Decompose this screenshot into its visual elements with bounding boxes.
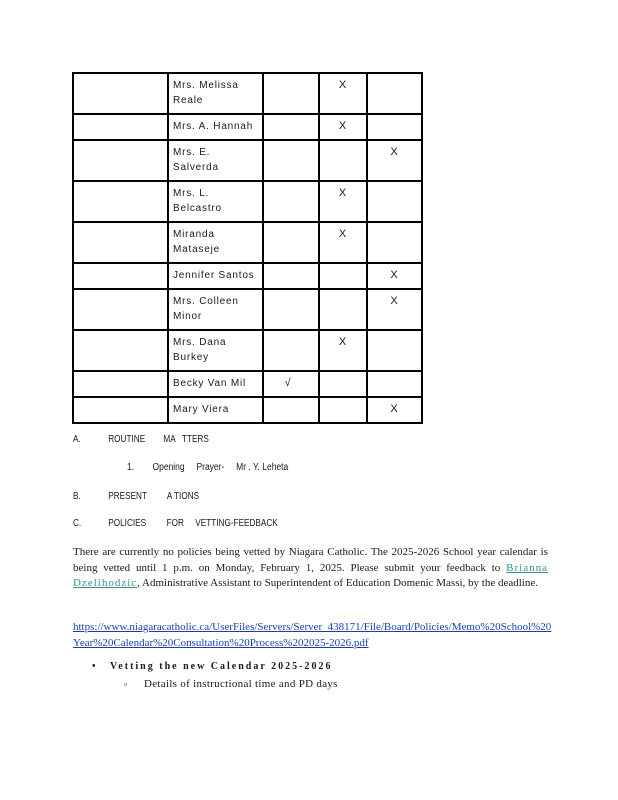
member-name-line: Minor bbox=[173, 311, 203, 322]
bullet-square-icon: ▫ bbox=[124, 679, 128, 689]
attendance-row bbox=[73, 222, 422, 263]
attendance-mark-cell bbox=[367, 73, 422, 114]
attendance-mark: X bbox=[338, 336, 348, 348]
empty-cell bbox=[73, 330, 168, 371]
section-c-title: POLICIES FOR VETTING-FEEDBACK bbox=[108, 518, 278, 529]
member-name-line: Belcastro bbox=[173, 203, 222, 214]
member-name-line: Mrs. E. bbox=[173, 147, 211, 158]
attendance-mark-cell bbox=[263, 114, 319, 140]
item-number: 1. bbox=[127, 462, 135, 473]
sub-bullet-text: Details of instructional time and PD days bbox=[144, 678, 338, 690]
bullet-instructional-time bbox=[124, 678, 338, 690]
attendance-mark-cell bbox=[319, 73, 367, 114]
member-name-line: Mary Viera bbox=[173, 404, 230, 415]
calendar-memo-url bbox=[73, 619, 553, 651]
bullet-dot-icon: • bbox=[92, 661, 96, 672]
attendance-mark-cell bbox=[319, 222, 367, 263]
member-name-cell bbox=[168, 114, 263, 140]
attendance-mark-cell bbox=[367, 330, 422, 371]
attendance-table bbox=[72, 72, 423, 424]
section-a-heading bbox=[73, 434, 209, 445]
attendance-mark-cell bbox=[319, 114, 367, 140]
paragraph-text-after: , Administrative Assistant to Superintendent of Education Domenic Massi, by the deadline. bbox=[137, 577, 538, 589]
member-name-cell bbox=[168, 397, 263, 423]
attendance-mark-cell bbox=[263, 289, 319, 330]
attendance-mark-cell bbox=[319, 181, 367, 222]
attendance-row bbox=[73, 371, 422, 397]
attendance-mark-cell bbox=[263, 181, 319, 222]
empty-cell bbox=[73, 289, 168, 330]
attendance-row bbox=[73, 181, 422, 222]
attendance-mark: X bbox=[338, 187, 348, 199]
member-name-line: Mrs. Dana bbox=[173, 337, 227, 348]
attendance-mark: √ bbox=[284, 377, 292, 389]
attendance-mark-cell bbox=[319, 397, 367, 423]
paragraph-text-before: There are currently no policies being vetted by Niagara Catholic. The 2025-2026 School year calendar is being vetted until 1 p.m. on Monday, February 1, 2025. Please submit your feedback to bbox=[73, 546, 548, 574]
attendance-mark-cell bbox=[263, 222, 319, 263]
attendance-mark-cell bbox=[263, 330, 319, 371]
empty-cell bbox=[73, 397, 168, 423]
attendance-mark: X bbox=[390, 269, 399, 281]
attendance-row bbox=[73, 397, 422, 423]
attendance-row bbox=[73, 140, 422, 181]
section-c-heading bbox=[73, 518, 278, 529]
attendance-row bbox=[73, 114, 422, 140]
attendance-mark-cell bbox=[263, 263, 319, 289]
attendance-mark: X bbox=[390, 146, 399, 158]
member-name-line: Miranda bbox=[173, 229, 215, 240]
attendance-mark-cell bbox=[319, 140, 367, 181]
attendance-mark-cell bbox=[367, 263, 422, 289]
section-b-heading bbox=[73, 491, 199, 502]
attendance-mark: X bbox=[338, 79, 348, 91]
section-b-title: PRESENT A TIONS bbox=[108, 491, 200, 502]
member-name-line: Salverda bbox=[173, 162, 219, 173]
vetting-paragraph bbox=[73, 545, 548, 592]
attendance-mark: X bbox=[338, 228, 348, 240]
empty-cell bbox=[73, 181, 168, 222]
member-name-line: Reale bbox=[173, 95, 204, 106]
member-name-line: Mrs. Melissa bbox=[173, 80, 239, 91]
attendance-mark-cell bbox=[367, 222, 422, 263]
opening-prayer-item bbox=[127, 462, 288, 473]
attendance-mark-cell bbox=[367, 181, 422, 222]
attendance-mark-cell bbox=[367, 114, 422, 140]
member-name-line: Burkey bbox=[173, 352, 209, 363]
attendance-mark-cell bbox=[263, 140, 319, 181]
section-b-letter: B. bbox=[73, 491, 81, 502]
empty-cell bbox=[73, 114, 168, 140]
attendance-mark-cell bbox=[263, 397, 319, 423]
contact-link[interactable]: Brianna Dzelihodzic bbox=[73, 561, 548, 589]
member-name-cell bbox=[168, 222, 263, 263]
attendance-row bbox=[73, 73, 422, 114]
section-c-letter: C. bbox=[73, 518, 82, 529]
attendance-mark: X bbox=[390, 403, 399, 415]
member-name-line: Mrs. A. Hannah bbox=[173, 121, 254, 132]
member-name-line: Mataseje bbox=[173, 244, 220, 255]
attendance-table-body bbox=[73, 73, 422, 423]
attendance-mark-cell bbox=[263, 371, 319, 397]
attendance-mark-cell bbox=[263, 73, 319, 114]
empty-cell bbox=[73, 140, 168, 181]
attendance-mark-cell bbox=[319, 263, 367, 289]
member-name-line: Jennifer Santos bbox=[173, 270, 255, 281]
attendance-mark-cell bbox=[319, 371, 367, 397]
item-text: Opening Prayer- Mr . Y. Leheta bbox=[152, 462, 289, 473]
empty-cell bbox=[73, 263, 168, 289]
empty-cell bbox=[73, 222, 168, 263]
section-a-letter: A. bbox=[73, 434, 81, 445]
attendance-mark-cell bbox=[367, 289, 422, 330]
attendance-row bbox=[73, 263, 422, 289]
member-name-cell bbox=[168, 263, 263, 289]
member-name-cell bbox=[168, 73, 263, 114]
empty-cell bbox=[73, 73, 168, 114]
attendance-row bbox=[73, 289, 422, 330]
member-name-line: Mrs. Colleen bbox=[173, 296, 239, 307]
member-name-line: Becky Van Mil bbox=[173, 378, 247, 389]
member-name-cell bbox=[168, 140, 263, 181]
member-name-cell bbox=[168, 330, 263, 371]
member-name-cell bbox=[168, 181, 263, 222]
bullet-text: Vetting the new Calendar 2025-2026 bbox=[110, 661, 333, 672]
attendance-mark-cell bbox=[367, 140, 422, 181]
attendance-mark-cell bbox=[319, 330, 367, 371]
attendance-mark-cell bbox=[367, 397, 422, 423]
attendance-mark-cell bbox=[319, 289, 367, 330]
section-a-title: ROUTINE MA TTERS bbox=[108, 434, 209, 445]
attendance-mark-cell bbox=[367, 371, 422, 397]
attendance-mark: X bbox=[390, 295, 399, 307]
member-name-cell bbox=[168, 371, 263, 397]
bullet-vetting-calendar bbox=[92, 661, 332, 672]
empty-cell bbox=[73, 371, 168, 397]
attendance-row bbox=[73, 330, 422, 371]
attendance-mark: X bbox=[338, 120, 348, 132]
calendar-memo-link[interactable]: https://www.niagaracatholic.ca/UserFiles/Servers/Server_438171/File/Board/Policies/Memo%20School%20Year%20Calendar%20Consultation%20Process%202025-2026.pdf bbox=[73, 621, 552, 649]
member-name-cell bbox=[168, 289, 263, 330]
member-name-line: Mrs. L. bbox=[173, 188, 210, 199]
